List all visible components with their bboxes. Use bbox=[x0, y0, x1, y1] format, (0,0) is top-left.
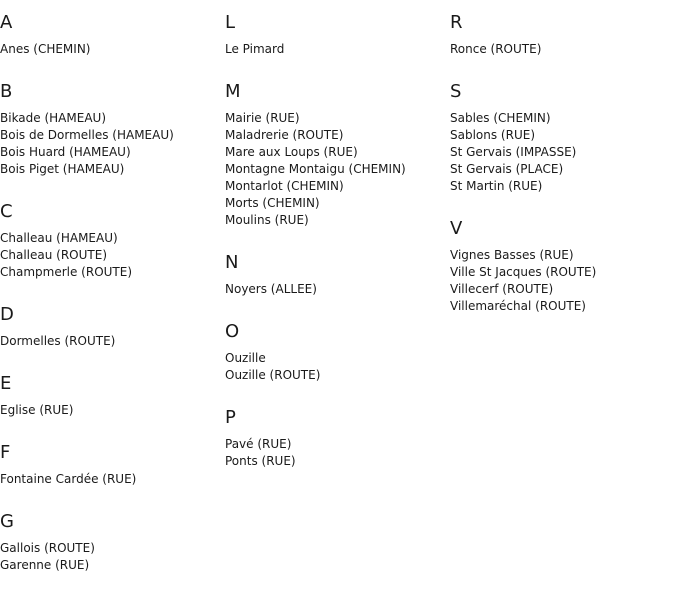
street-list bbox=[450, 110, 675, 195]
street-link[interactable]: Champmerle (ROUTE) bbox=[0, 265, 133, 279]
letter-heading: G bbox=[0, 511, 14, 532]
street-link[interactable]: Vignes Basses (RUE) bbox=[450, 248, 574, 262]
street-link[interactable]: St Gervais (PLACE) bbox=[450, 162, 564, 176]
letter-group-v bbox=[450, 218, 675, 315]
index-column bbox=[450, 12, 675, 338]
index-column bbox=[225, 12, 450, 493]
street-list bbox=[0, 333, 225, 350]
street-link[interactable]: Garenne (RUE) bbox=[0, 558, 90, 572]
street-link[interactable]: Eglise (RUE) bbox=[0, 403, 74, 417]
street-link[interactable]: St Martin (RUE) bbox=[450, 179, 543, 193]
letter-group-n bbox=[225, 252, 450, 298]
letter-heading: B bbox=[0, 81, 13, 102]
letter-heading: N bbox=[225, 252, 239, 273]
street-list bbox=[225, 110, 450, 229]
street-list bbox=[225, 281, 450, 298]
street-list bbox=[0, 230, 225, 281]
street-link[interactable]: Fontaine Cardée (RUE) bbox=[0, 472, 137, 486]
index-column bbox=[0, 12, 225, 597]
letter-heading: O bbox=[225, 321, 240, 342]
street-list bbox=[0, 402, 225, 419]
street-link[interactable]: Moulins (RUE) bbox=[225, 213, 309, 227]
letter-heading: C bbox=[0, 201, 13, 222]
street-link[interactable]: Anes (CHEMIN) bbox=[0, 42, 91, 56]
street-link[interactable]: Morts (CHEMIN) bbox=[225, 196, 320, 210]
street-link[interactable]: St Gervais (IMPASSE) bbox=[450, 145, 577, 159]
letter-heading: D bbox=[0, 304, 14, 325]
street-link[interactable]: Villemaréchal (ROUTE) bbox=[450, 299, 586, 313]
street-list bbox=[0, 540, 225, 574]
street-link[interactable]: Bikade (HAMEAU) bbox=[0, 111, 106, 125]
street-link[interactable]: Sables (CHEMIN) bbox=[450, 111, 551, 125]
street-link[interactable]: Mare aux Loups (RUE) bbox=[225, 145, 358, 159]
letter-group-o bbox=[225, 321, 450, 384]
street-list bbox=[225, 41, 450, 58]
street-link[interactable]: Montagne Montaigu (CHEMIN) bbox=[225, 162, 406, 176]
letter-group-a bbox=[0, 12, 225, 58]
letter-group-e bbox=[0, 373, 225, 419]
street-link[interactable]: Bois Piget (HAMEAU) bbox=[0, 162, 125, 176]
street-link[interactable]: Montarlot (CHEMIN) bbox=[225, 179, 344, 193]
letter-group-r bbox=[450, 12, 675, 58]
letter-group-g bbox=[0, 511, 225, 574]
letter-heading: R bbox=[450, 12, 463, 33]
letter-heading: V bbox=[450, 218, 463, 239]
letter-group-p bbox=[225, 407, 450, 470]
letter-heading: P bbox=[225, 407, 236, 428]
street-list bbox=[225, 436, 450, 470]
street-link[interactable]: Dormelles (ROUTE) bbox=[0, 334, 116, 348]
street-link[interactable]: Bois Huard (HAMEAU) bbox=[0, 145, 131, 159]
letter-group-m bbox=[225, 81, 450, 229]
letter-group-f bbox=[0, 442, 225, 488]
street-link[interactable]: Le Pimard bbox=[225, 42, 285, 56]
street-list bbox=[0, 471, 225, 488]
street-link[interactable]: Gallois (ROUTE) bbox=[0, 541, 95, 555]
street-list bbox=[0, 110, 225, 178]
letter-group-s bbox=[450, 81, 675, 195]
letter-heading: F bbox=[0, 442, 11, 463]
street-link[interactable]: Challeau (ROUTE) bbox=[0, 248, 108, 262]
street-link[interactable]: Challeau (HAMEAU) bbox=[0, 231, 118, 245]
letter-heading: M bbox=[225, 81, 241, 102]
street-link[interactable]: Villecerf (ROUTE) bbox=[450, 282, 554, 296]
street-link[interactable]: Ville St Jacques (ROUTE) bbox=[450, 265, 597, 279]
street-link[interactable]: Bois de Dormelles (HAMEAU) bbox=[0, 128, 174, 142]
letter-heading: A bbox=[0, 12, 13, 33]
letter-heading: S bbox=[450, 81, 462, 102]
letter-group-d bbox=[0, 304, 225, 350]
street-list bbox=[450, 41, 675, 58]
street-list bbox=[450, 247, 675, 315]
street-link[interactable]: Mairie (RUE) bbox=[225, 111, 300, 125]
street-link[interactable]: Sablons (RUE) bbox=[450, 128, 536, 142]
street-list bbox=[225, 350, 450, 384]
street-link[interactable]: Noyers (ALLEE) bbox=[225, 282, 317, 296]
letter-group-b bbox=[0, 81, 225, 178]
street-list bbox=[0, 41, 225, 58]
street-link[interactable]: Ouzille (ROUTE) bbox=[225, 368, 321, 382]
letter-group-c bbox=[0, 201, 225, 281]
letter-heading: L bbox=[225, 12, 236, 33]
street-link[interactable]: Ouzille bbox=[225, 351, 266, 365]
street-link[interactable]: Ponts (RUE) bbox=[225, 454, 296, 468]
street-link[interactable]: Pavé (RUE) bbox=[225, 437, 292, 451]
street-link[interactable]: Maladrerie (ROUTE) bbox=[225, 128, 344, 142]
letter-heading: E bbox=[0, 373, 12, 394]
letter-group-l bbox=[225, 12, 450, 58]
street-link[interactable]: Ronce (ROUTE) bbox=[450, 42, 542, 56]
